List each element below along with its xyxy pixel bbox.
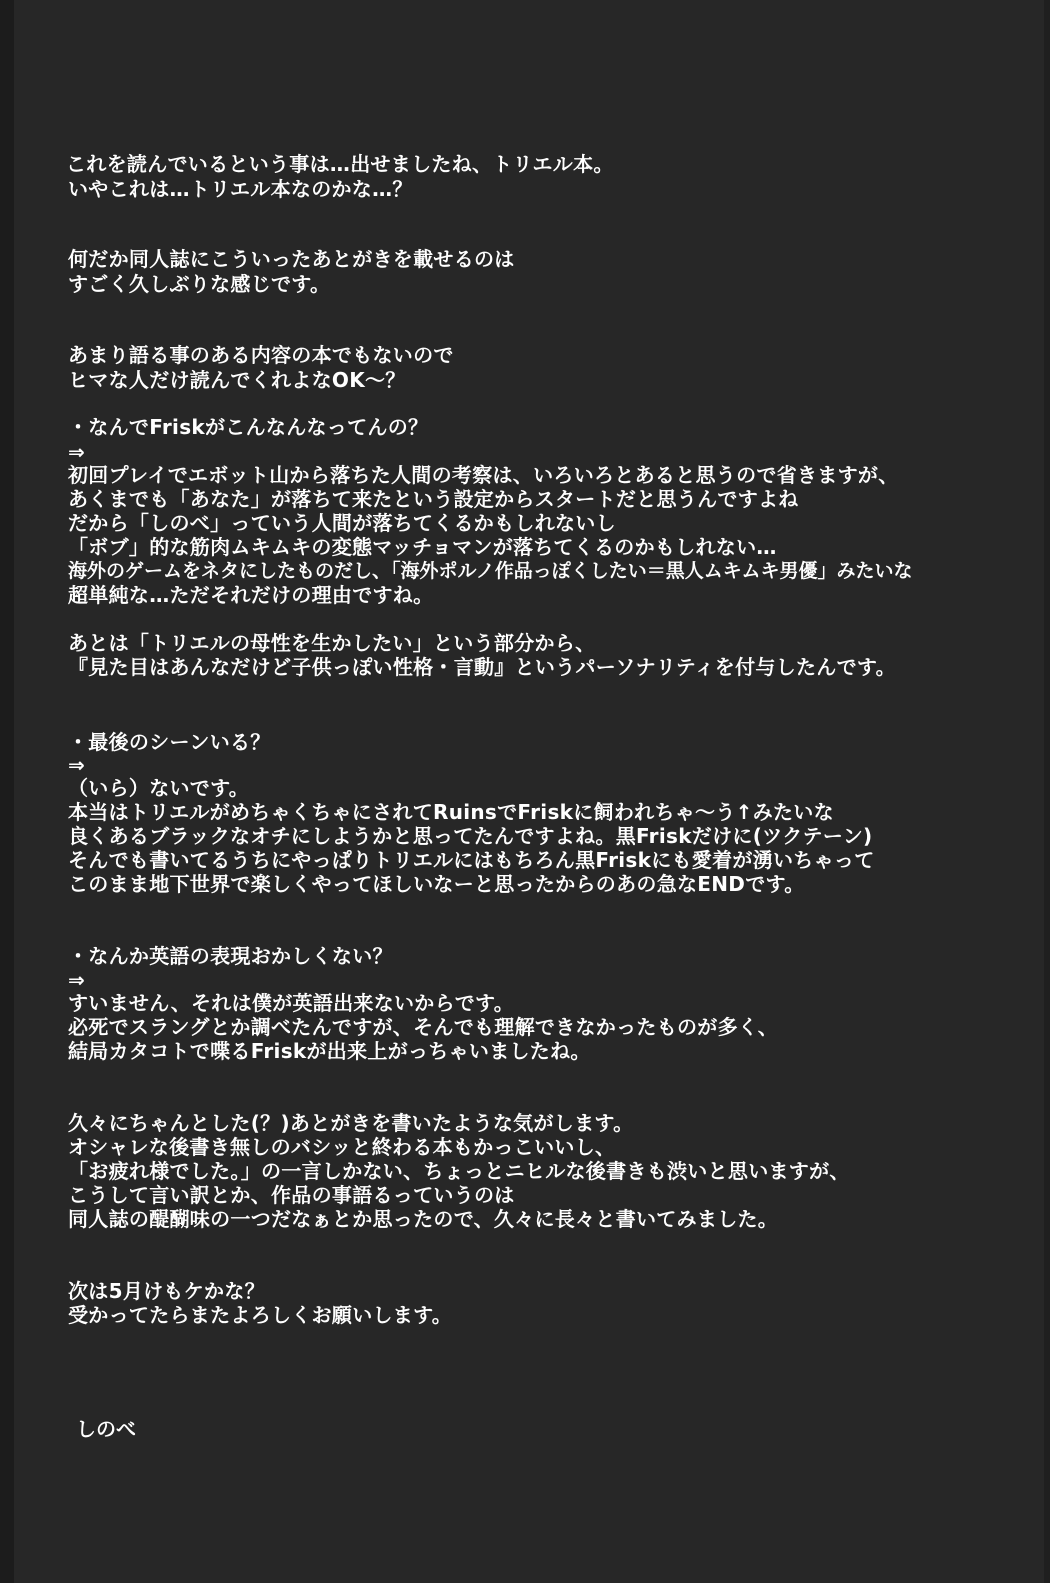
question-heading: ・最後のシーンいる？ (68, 730, 271, 754)
text-line: あまり語る事のある内容の本でもないので (68, 343, 454, 367)
question-heading: ・なんでFriskがこんなんなってんの？ (68, 415, 429, 439)
text-line: 本当はトリエルがめちゃくちゃにされてRuinsでFriskに飼われちゃ～う↑みたいな (68, 800, 834, 824)
question-heading: ・なんか英語の表現おかしくない？ (68, 944, 393, 968)
text-line: だから「しのべ」っていう人間が落ちてくるかもしれないし (68, 511, 616, 535)
text-line: こうして言い訳とか、作品の事語るっていうのは (68, 1183, 515, 1207)
text-line: 海外のゲームをネタにしたものだし、「海外ポルノ作品っぽくしたい＝黒人ムキムキ男優」みたいな (68, 560, 913, 582)
text-line: （いら）ないです。 (68, 776, 250, 800)
text-line: いやこれは…トリエル本なのかな…？ (68, 177, 413, 201)
text-line: 「ボブ」的な筋肉ムキムキの変態マッチョマンが落ちてくるのかもしれない… (68, 535, 777, 559)
text-line: オシャレな後書き無しのバシッと終わる本もかっこいいし、 (68, 1135, 616, 1159)
text-line: 次は5月けもケかな？ (68, 1279, 265, 1303)
text-line: これを読んでいるという事は…出せましたね、トリエル本。 (66, 152, 614, 176)
text-line: すごく久しぶりな感じです。 (68, 272, 331, 296)
text-line: このまま地下世界で楽しくやってほしいなーと思ったからのあの急なENDです。 (68, 872, 805, 896)
arrow: ⇒ (68, 968, 86, 992)
text-line: あくまでも「あなた」が落ちて来たという設定からスタートだと思うんですよね (68, 487, 799, 511)
arrow: ⇒ (68, 753, 86, 777)
author-signature: しのべ (76, 1417, 136, 1441)
page-edge-left (0, 0, 14, 1583)
arrow: ⇒ (68, 440, 86, 464)
text-line: ヒマな人だけ読んでくれよなOK～？ (68, 368, 406, 392)
text-line: 「お疲れ様でした。」の一言しかない、ちょっとニヒルな後書きも渋いと思いますが、 (68, 1159, 850, 1183)
text-line: 良くあるブラックなオチにしようかと思ってたんですよね。黒Friskだけに(ツクテーン) (68, 824, 873, 848)
text-line: 超単純な…ただそれだけの理由ですね。 (68, 583, 434, 607)
text-line: 久々にちゃんとした(？)あとがきを書いたような気がします。 (68, 1111, 634, 1135)
text-line: あとは「トリエルの母性を生かしたい」という部分から、 (68, 631, 596, 655)
text-line: 初回プレイでエボット山から落ちた人間の考察は、いろいろとあると思うので省きますが、 (68, 463, 899, 487)
text-line: 『見た目はあんなだけど子供っぽい性格・言動』というパーソナリティを付与したんです。 (68, 655, 896, 679)
text-line: すいません、それは僕が英語出来ないからです。 (68, 991, 514, 1015)
page-edge-right (1044, 0, 1050, 1583)
text-line: 必死でスラングとか調べたんですが、そんでも理解できなかったものが多く、 (68, 1015, 779, 1039)
text-line: 同人誌の醍醐味の一つだなぁとか思ったので、久々に長々と書いてみました。 (68, 1207, 779, 1231)
text-line: 結局カタコトで喋るFriskが出来上がっちゃいましたね。 (68, 1039, 591, 1063)
text-line: 何だか同人誌にこういったあとがきを載せるのは (68, 247, 515, 271)
text-line: 受かってたらまたよろしくお願いします。 (68, 1303, 453, 1327)
text-line: そんでも書いてるうちにやっぱりトリエルにはもちろん黒Friskにも愛着が湧いちゃって (68, 848, 875, 872)
